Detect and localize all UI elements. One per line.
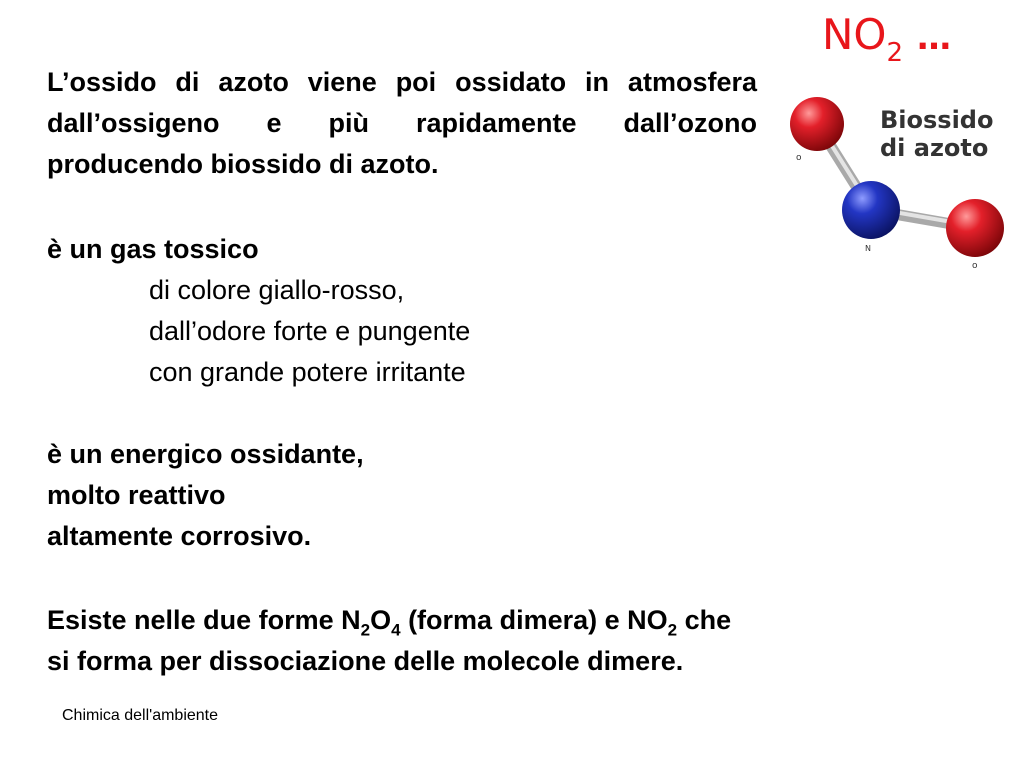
forms-line-1: Esiste nelle due forme $N_2O_4$ (forma dimera) e $NO_2$ che <box>47 605 732 640</box>
gas-section <box>47 229 470 393</box>
intro-paragraph: L’ossido di azoto viene poi ossidato in atmosfera dall’ossigeno e più rapidamente dall’ozono producendo biossido di azoto. <box>47 67 757 179</box>
oxygen-atom-1 <box>790 97 844 151</box>
gas-item: dall’odore forte e pungente <box>149 316 471 346</box>
oxygen-atom-2 <box>946 199 1004 257</box>
gas-item: con grande potere irritante <box>149 357 466 387</box>
forms-paragraph <box>47 600 731 682</box>
atom-label-o2: o <box>972 261 978 271</box>
property-item: altamente corrosivo. <box>47 521 312 551</box>
nitrogen-atom <box>842 181 900 239</box>
atom-label-n: N <box>865 244 871 253</box>
atom-label-o1: o <box>796 153 802 163</box>
slide-title: $NO_2$ … <box>822 10 952 68</box>
properties-section <box>47 434 364 557</box>
property-item: è un energico ossidante, <box>47 439 364 469</box>
molecule-label-line1: Biossido <box>880 106 994 134</box>
gas-heading: è un gas tossico <box>47 234 259 264</box>
property-item: molto reattivo <box>47 480 226 510</box>
footer-text: Chimica dell'ambiente <box>62 707 219 724</box>
molecule-label-line2: di azoto <box>880 134 989 162</box>
gas-item: di colore giallo-rosso, <box>149 275 405 305</box>
forms-line-2: si forma per dissociazione delle molecole dimere. <box>47 646 684 676</box>
